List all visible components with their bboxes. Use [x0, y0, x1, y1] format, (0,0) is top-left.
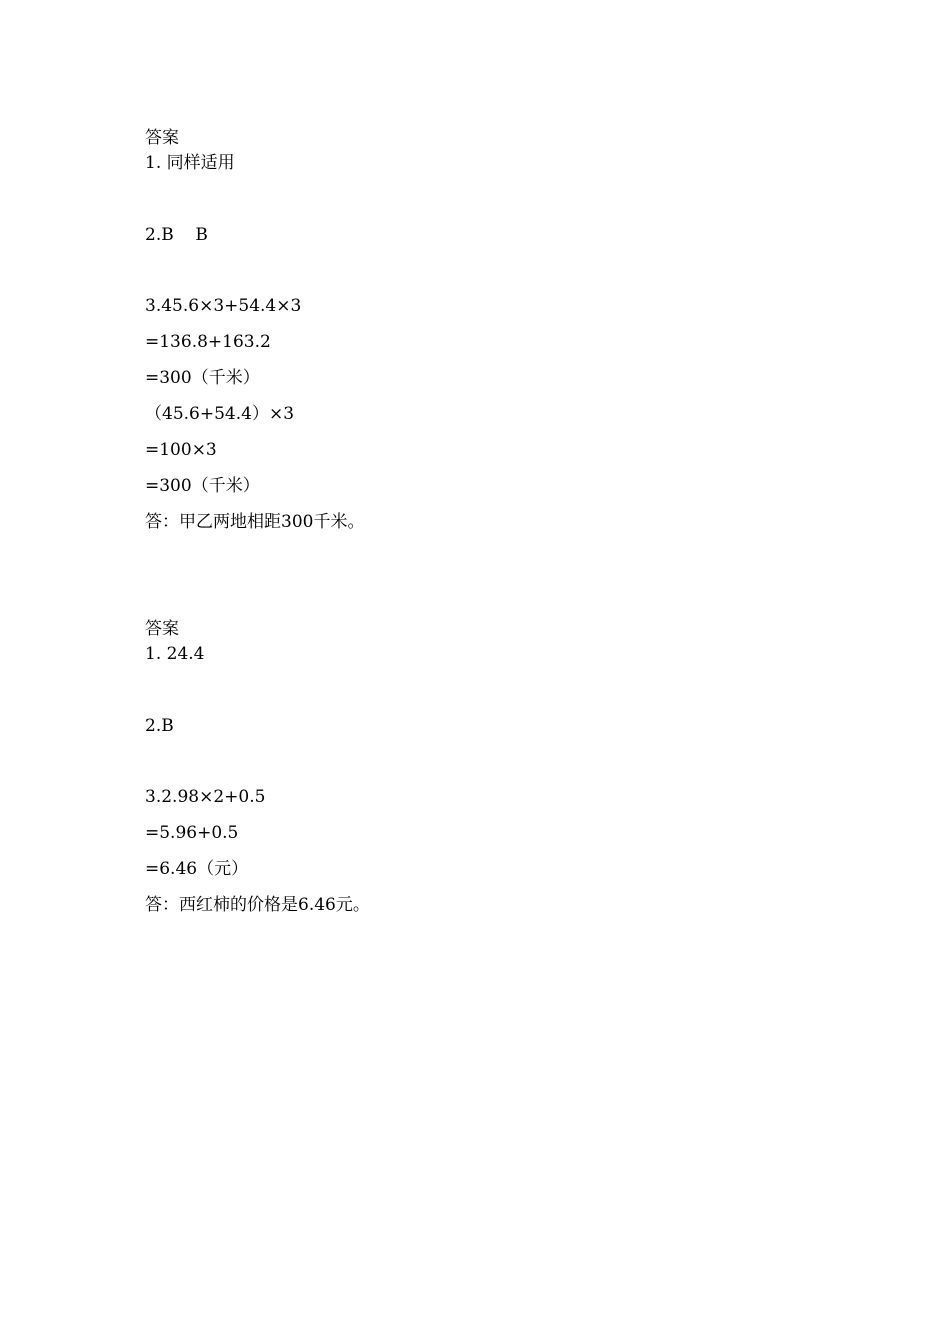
answer-2: 2.B B — [145, 225, 208, 245]
answer-3-line: 3.45.6×3+54.4×3 — [145, 296, 302, 316]
answer-3-line: =5.96+0.5 — [145, 823, 239, 843]
answer-1: 1. 同样适用 — [145, 153, 235, 173]
answer-3-line: =100×3 — [145, 440, 217, 460]
answer-3-line: =300（千米） — [145, 476, 260, 496]
answer-3-line: =6.46（元） — [145, 859, 249, 879]
answer-2: 2.B — [145, 716, 174, 736]
answer-3-line: =300（千米） — [145, 368, 260, 388]
answer-3-line: （45.6+54.4）×3 — [145, 404, 295, 424]
section-heading: 答案 — [145, 128, 179, 148]
answer-3-line: =136.8+163.2 — [145, 332, 271, 352]
answer-3-line: 3.2.98×2+0.5 — [145, 787, 266, 807]
answer-1: 1. 24.4 — [145, 644, 205, 664]
section-heading: 答案 — [145, 619, 179, 639]
answer-3-conclusion: 答：西红柿的价格是6.46元。 — [145, 895, 370, 915]
answer-3-conclusion: 答：甲乙两地相距300千米。 — [145, 512, 365, 532]
